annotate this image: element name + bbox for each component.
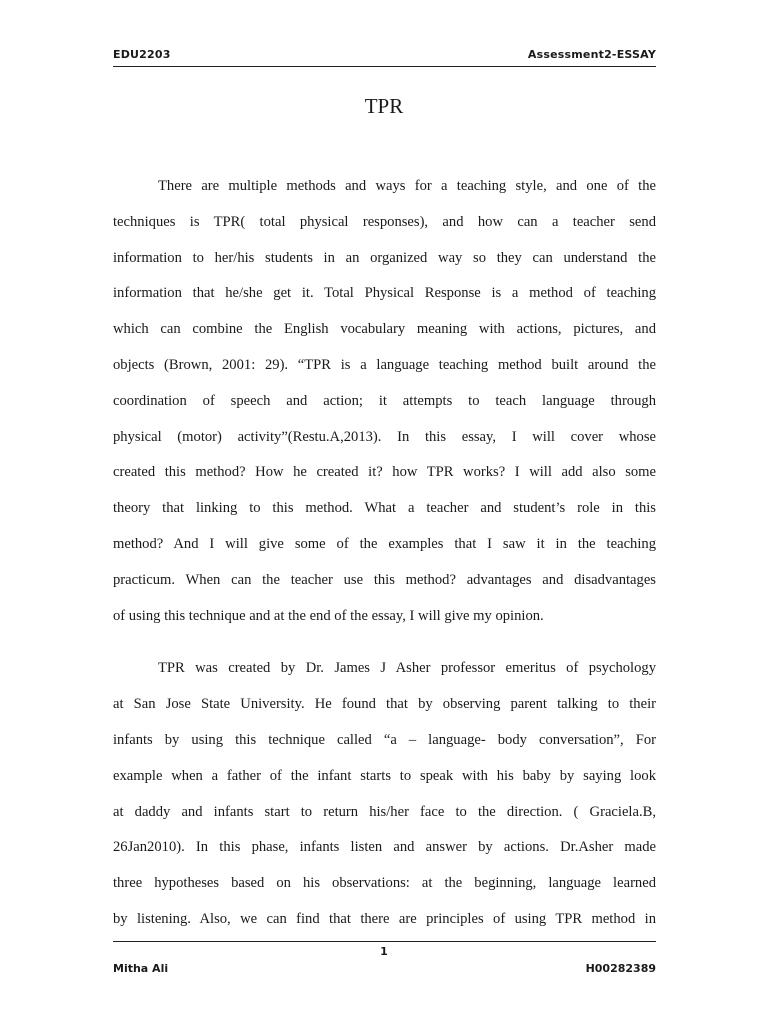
text-line: 26Jan2010). In this phase, infants listen and answer by actions. Dr.Asher made — [113, 839, 656, 856]
text-line: at San Jose State University. He found that by observing parent talking to their — [113, 696, 656, 713]
footer-author: Mitha Ali — [113, 962, 169, 975]
text-line: three hypotheses based on his observations: at the beginning, language learned — [113, 875, 656, 892]
text-line: practicum. When can the teacher use this method? advantages and disadvantages — [113, 571, 656, 588]
header-assessment-title: Assessment2-ESSAY — [527, 48, 656, 61]
text-line: There are multiple methods and ways for a teaching style, and one of the — [158, 178, 656, 194]
footer-divider — [113, 941, 656, 942]
text-line: by listening. Also, we can find that there are principles of using TPR method in — [113, 910, 656, 927]
header-course-code: EDU2203 — [113, 48, 171, 61]
text-line: created this method? How he created it? how TPR works? I will add also some — [113, 464, 656, 481]
text-line: which can combine the English vocabulary meaning with actions, pictures, and — [113, 321, 656, 338]
text-line: method? And I will give some of the examples that I saw it in the teaching — [113, 535, 656, 552]
text-line: objects (Brown, 2001: 29). “TPR is a language teaching method built around the — [113, 356, 656, 373]
paragraph-2 — [113, 656, 656, 942]
text-line: at daddy and infants start to return his/her face to the direction. ( Graciela.B, — [113, 803, 656, 820]
text-line: physical (motor) activity”(Restu.A,2013). In this essay, I will cover whose — [113, 428, 656, 445]
text-line: theory that linking to this method. What a teacher and student’s role in this — [113, 500, 656, 517]
header-divider — [113, 66, 656, 67]
page-number: 1 — [380, 945, 388, 958]
text-line: example when a father of the infant starts to speak with his baby by saying look — [113, 767, 656, 784]
text-line: TPR was created by Dr. James J Asher professor emeritus of psychology — [158, 660, 656, 677]
footer-student-id: H00282389 — [585, 962, 656, 975]
text-line: information that he/she get it. Total Physical Response is a method of teaching — [113, 285, 656, 302]
essay-body — [113, 174, 656, 943]
text-line: infants by using this technique called “a – language- body conversation”, For — [113, 731, 656, 748]
text-line: of using this technique and at the end of the essay, I will give my opinion. — [113, 607, 544, 624]
paragraph-spacer — [113, 639, 656, 656]
text-line: coordination of speech and action; it attempts to teach language through — [113, 392, 656, 409]
essay-title: TPR — [364, 94, 404, 118]
paragraph-1 — [113, 174, 656, 639]
text-line: techniques is TPR( total physical responses), and how can a teacher send — [113, 213, 656, 230]
text-line: information to her/his students in an organized way so they can understand the — [113, 249, 656, 266]
